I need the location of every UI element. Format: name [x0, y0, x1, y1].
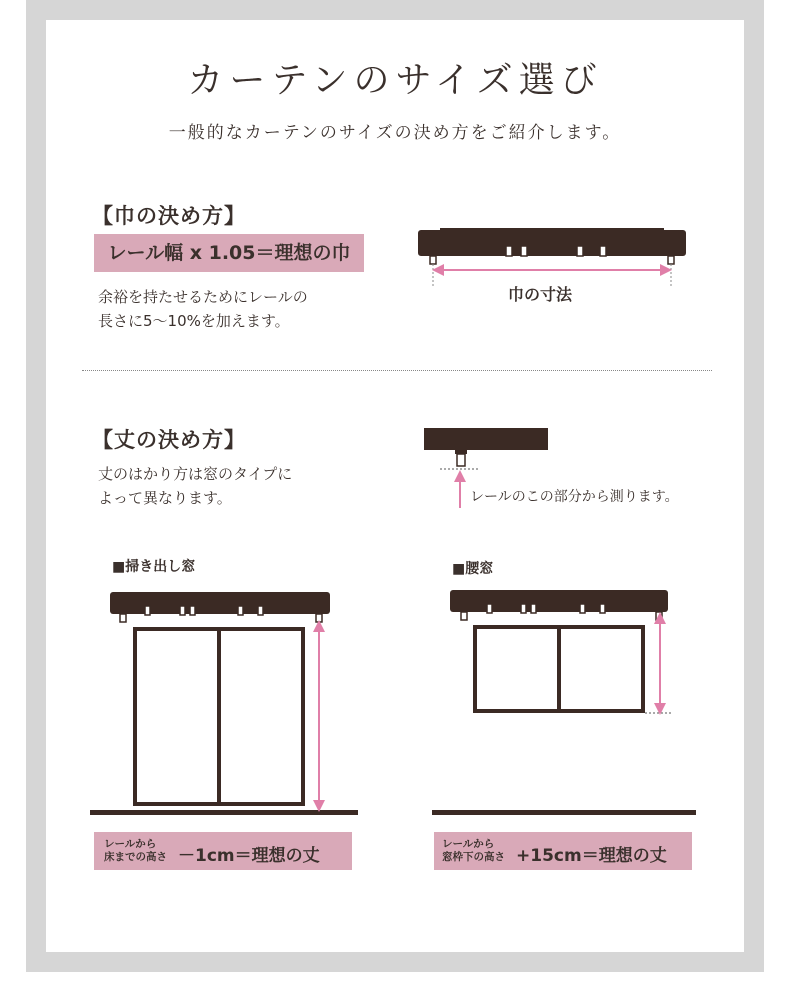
page-subtitle: 一般的なカーテンのサイズの決め方をご紹介します。: [168, 123, 622, 143]
formula-small-line2: 床までの高さ: [104, 851, 167, 863]
runner-hook: [580, 604, 585, 613]
length-description: [98, 462, 292, 510]
measure-note: レールのこの部分から測ります。: [470, 489, 679, 505]
floor-window-label: ■掃き出し窓: [112, 559, 196, 575]
floor-window-diagram: [90, 592, 358, 815]
width-diagram-label: 巾の寸法: [508, 285, 573, 304]
rail-bar: [440, 228, 664, 250]
runner-hook: [577, 246, 583, 256]
length-desc-line2: よって異なります。: [98, 489, 232, 507]
formula-small-line1: レールから: [104, 838, 157, 850]
runner-hook: [600, 246, 606, 256]
width-rail-diagram: [418, 228, 686, 286]
runner-hook: [430, 256, 436, 264]
width-desc-line2: 長さに5〜10%を加えます。: [98, 312, 290, 330]
runner-hook: [521, 604, 526, 613]
floor-window-formula: [94, 832, 352, 870]
runner-hook: [316, 614, 322, 622]
floor-line: [432, 810, 696, 815]
section-divider: [82, 370, 712, 371]
formula-main: －1cm＝理想の丈: [178, 846, 320, 866]
waist-window-diagram: [432, 590, 696, 815]
runner-hook: [180, 606, 185, 615]
floor-line: [90, 810, 358, 815]
runner-hook: [506, 246, 512, 256]
width-desc-line1: 余裕を持たせるためにレールの: [98, 288, 308, 306]
runner-hook: [120, 614, 126, 622]
runner-hook: [668, 256, 674, 264]
formula-main: +15cm＝理想の丈: [516, 846, 667, 866]
runner-hook: [600, 604, 605, 613]
curtain-rail: [450, 590, 668, 612]
formula-small-line1: レールから: [442, 838, 495, 850]
runner-hook: [190, 606, 195, 615]
runner-hook: [461, 612, 467, 620]
runner-hook: [258, 606, 263, 615]
runner-hook: [238, 606, 243, 615]
waist-window-label: ■腰窓: [452, 561, 494, 577]
width-formula: レール幅 x 1.05＝理想の巾: [94, 234, 364, 272]
runner-hook: [521, 246, 527, 256]
runner-hook: [457, 454, 465, 466]
rail-segment: [424, 428, 548, 450]
width-heading: 【巾の決め方】: [92, 204, 246, 228]
runner-hook: [531, 604, 536, 613]
waist-window-formula: [434, 832, 692, 870]
length-desc-line1: 丈のはかり方は窓のタイプに: [98, 465, 293, 483]
page-title: カーテンのサイズ選び: [187, 60, 603, 101]
runner-hook: [145, 606, 150, 615]
length-heading: 【丈の決め方】: [92, 428, 246, 452]
curtain-rail: [110, 592, 330, 614]
runner-body: [455, 444, 467, 454]
runner-hook: [487, 604, 492, 613]
formula-small-line2: 窓枠下の高さ: [442, 851, 505, 863]
